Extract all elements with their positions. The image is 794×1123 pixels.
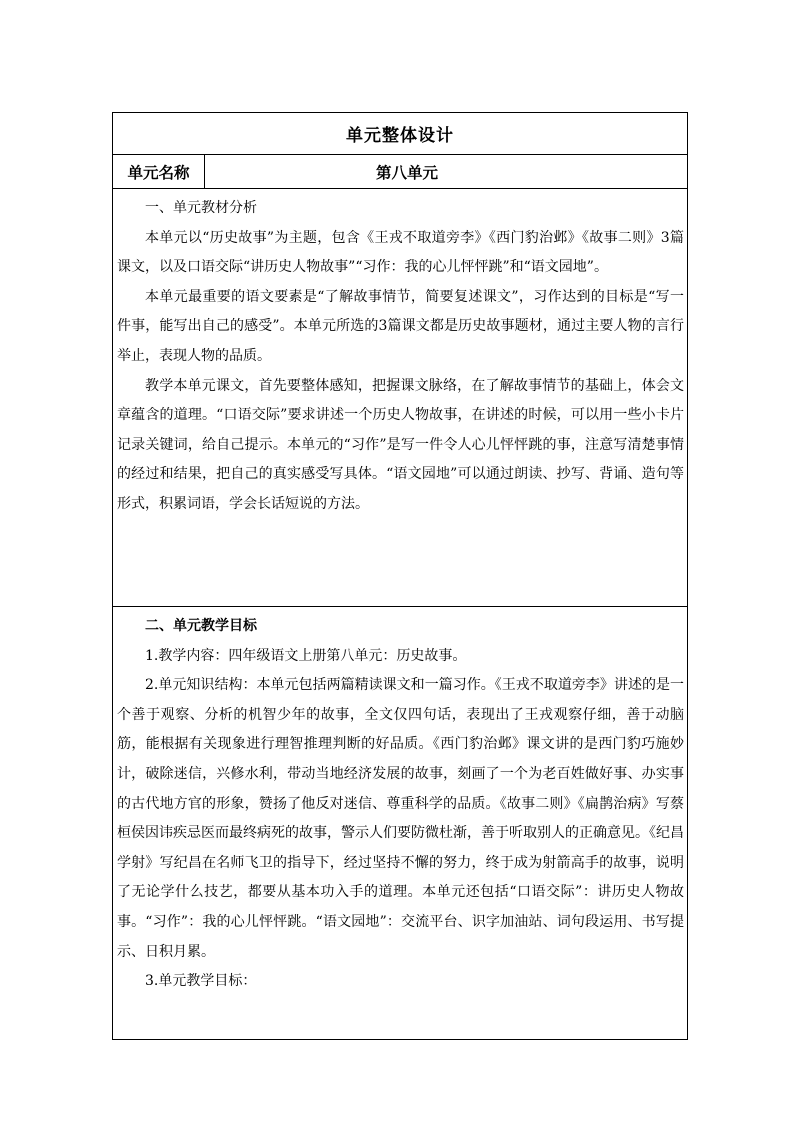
section2-paragraph: 3.单元教学目标： xyxy=(145,973,257,990)
unit-design-table xyxy=(112,112,688,1040)
section-material-analysis xyxy=(113,189,687,607)
section1-heading: 一、单元教材分析 xyxy=(145,200,257,216)
section1-paragraph: 本单元以“历史故事”为主题，包含《王戎不取道旁李》《西门豹治邺》《故事二则》3篇课文，以及口语交际“讲历史人物故事”“习作：我的心儿怦怦跳”和“语文园地”。 xyxy=(117,229,684,276)
table-title: 单元整体设计 xyxy=(113,113,687,155)
section-teaching-goals xyxy=(113,607,687,1039)
section2-heading: 二、单元教学目标 xyxy=(145,618,257,634)
section2-paragraph: 1.教学内容：四年级语文上册第八单元：历史故事。 xyxy=(145,647,467,664)
section2-paragraph: 2.单元知识结构：本单元包括两篇精读课文和一篇习作。《王戎不取道旁李》讲述的是一个善于观察、分析的机智少年的故事，全文仅四句话，表现出了王戎观察仔细，善于动脑筋，能根据有关现象进行理智推理判断的好品质。《西门豹治邺》课文讲的是西门豹巧施妙计，破除迷信，兴修水利，带动当地经济发展的故事，刻画了一个为老百姓做好事、办实事的古代地方官的形象，赞扬了他反对迷信、尊重科学的品质。《故事二则》《扁鹊治病》写蔡桓侯因讳疾忌医而最终病死的故事，警示人们要防微杜渐，善于听取别人的正确意见。《纪昌学射》写纪昌在名师飞卫的指导下，经过坚持不懈的努力，终于成为射箭高手的故事，说明了无论学什么技艺，都要从基本功入手的道理。本单元还包括“口语交际”：讲历史人物故事。“习作”：我的心儿怦怦跳。“语文园地”：交流平台、识字加油站、词句段运用、书写提示、日积月累。 xyxy=(117,677,684,960)
section1-paragraph: 教学本单元课文，首先要整体感知，把握课文脉络，在了解故事情节的基础上，体会文章蕴含的道理。“口语交际”要求讲述一个历史人物故事，在讲述的时候，可以用一些小卡片记录关键词，给自己提示。本单元的“习作”是写一件令人心儿怦怦跳的事，注意写清楚事情的经过和结果，把自己的真实感受写具体。“语文园地”可以通过朗读、抄写、背诵、造句等形式，积累词语，学会长话短说的方法。 xyxy=(117,377,684,512)
unit-name-label: 单元名称 xyxy=(113,155,205,188)
section1-paragraph: 本单元最重要的语文要素是“了解故事情节，简要复述课文”，习作达到的目标是“写一件事，能写出自己的感受”。本单元所选的3篇课文都是历史故事题材，通过主要人物的言行举止，表现人物的品质。 xyxy=(117,288,684,364)
unit-name-row xyxy=(113,155,687,189)
unit-name-value: 第八单元 xyxy=(375,163,438,182)
